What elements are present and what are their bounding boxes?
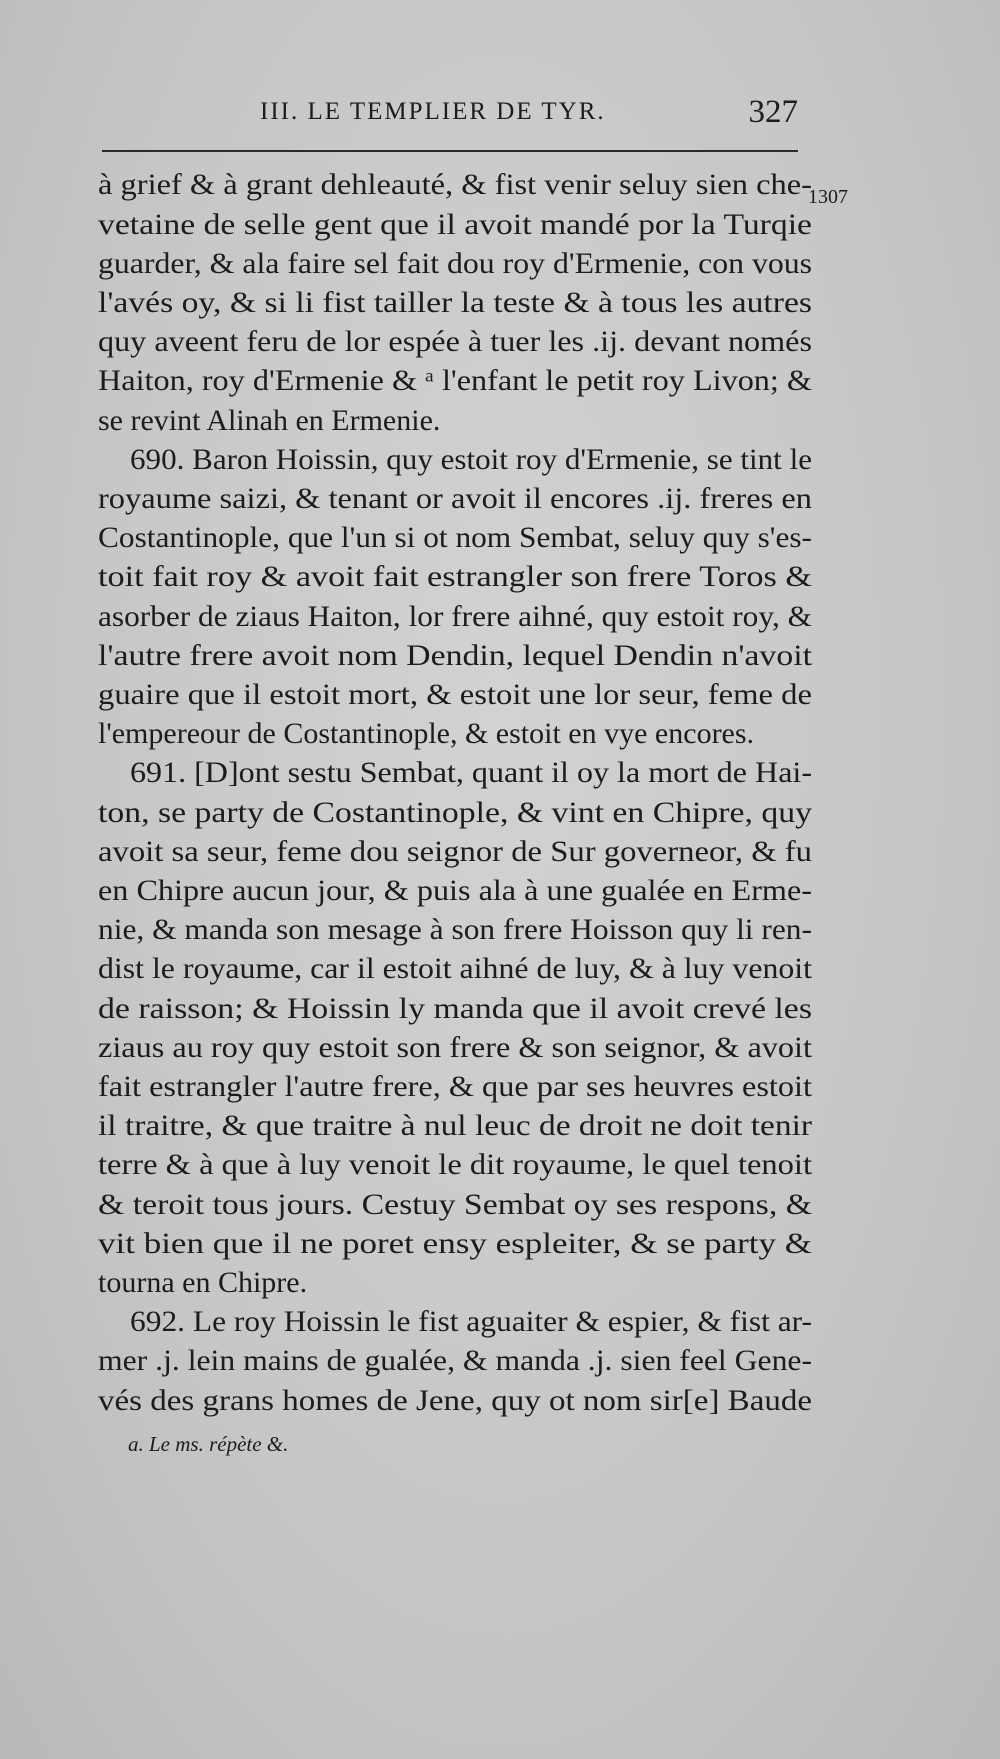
text-line: guaire que il estoit mort, & estoit une lor seur, feme de [98,678,812,711]
text-line: l'empereour de Costantinople, & estoit en vye encores. [98,717,755,750]
page-number: 327 [748,94,798,130]
text-line: vit bien que il ne poret ensy espleiter, & se party & [98,1227,812,1260]
margin-year-note: 1307 [808,186,848,208]
text-line: il traitre, & que traitre à nul leuc de droit ne doit tenir [98,1109,813,1142]
text-line: l'avés oy, & si li fist tailler la teste & à tous les autres [98,286,812,319]
text-line: ziaus au roy quy estoit son frere & son seignor, & avoit [98,1031,812,1064]
text-line: avoit sa seur, feme dou seignor de Sur governeor, & fu [98,835,812,868]
running-title: III. LE TEMPLIER DE TYR. [260,98,606,125]
text-line: terre & à que à luy venoit le dit royaume, le quel tenoit [98,1148,812,1181]
text-line: mer .j. lein mains de gualée, & manda .j. sien feel Gene- [98,1344,812,1377]
footnote: a. Le ms. répète &. [128,1432,289,1456]
text-line: 692. Le roy Hoissin le fist aguaiter & espier, & fist ar- [130,1305,812,1338]
text-line: guarder, & ala faire sel fait dou roy d'Ermenie, con vous [98,247,812,280]
page-header [100,94,800,140]
text-line: nie, & manda son mesage à son frere Hoisson quy li ren- [98,913,812,946]
text-line: en Chipre aucun jour, & puis ala à une gualée en Erme- [98,874,812,907]
text-line: quy aveent feru de lor espée à tuer les .ij. devant només [98,325,812,358]
text-line: toit fait roy & avoit fait estrangler son frere Toros & [98,560,812,593]
text-line: 690. Baron Hoissin, quy estoit roy d'Ermenie, se tint le [130,443,812,476]
text-line: & teroit tous jours. Cestuy Sembat oy ses respons, & [98,1188,812,1221]
text-line: vés des grans homes de Jene, quy ot nom sir[e] Baude [98,1384,812,1417]
text-line: à grief & à grant dehleauté, & fist venir seluy sien che- [98,168,812,201]
text-line: ton, se party de Costantinople, & vint en Chipre, quy [98,796,812,829]
text-line: fait estrangler l'autre frere, & que par ses heuvres estoit [98,1070,812,1103]
text-line: Haiton, roy d'Ermenie & ᵃ l'enfant le petit roy Livon; & [98,364,812,397]
text-line: de raisson; & Hoissin ly manda que il avoit crevé les [98,992,812,1025]
text-line: se revint Alinah en Ermenie. [98,404,441,437]
text-line: tourna en Chipre. [98,1266,308,1299]
text-line: 691. [D]ont sestu Sembat, quant il oy la mort de Hai- [130,756,812,789]
text-line: royaume saizi, & tenant or avoit il encores .ij. freres en [98,482,812,515]
text-line: l'autre frere avoit nom Dendin, lequel Dendin n'avoit [98,639,812,672]
text-line: asorber de ziaus Haiton, lor frere aihné, quy estoit roy, & [98,600,812,633]
header-rule [102,150,798,152]
text-line: dist le royaume, car il estoit aihné de luy, & à luy venoit [98,952,812,985]
text-line: vetaine de selle gent que il avoit mandé por la Turqie [98,208,812,241]
text-line: Costantinople, que l'un si ot nom Sembat, seluy quy s'es- [98,521,812,554]
